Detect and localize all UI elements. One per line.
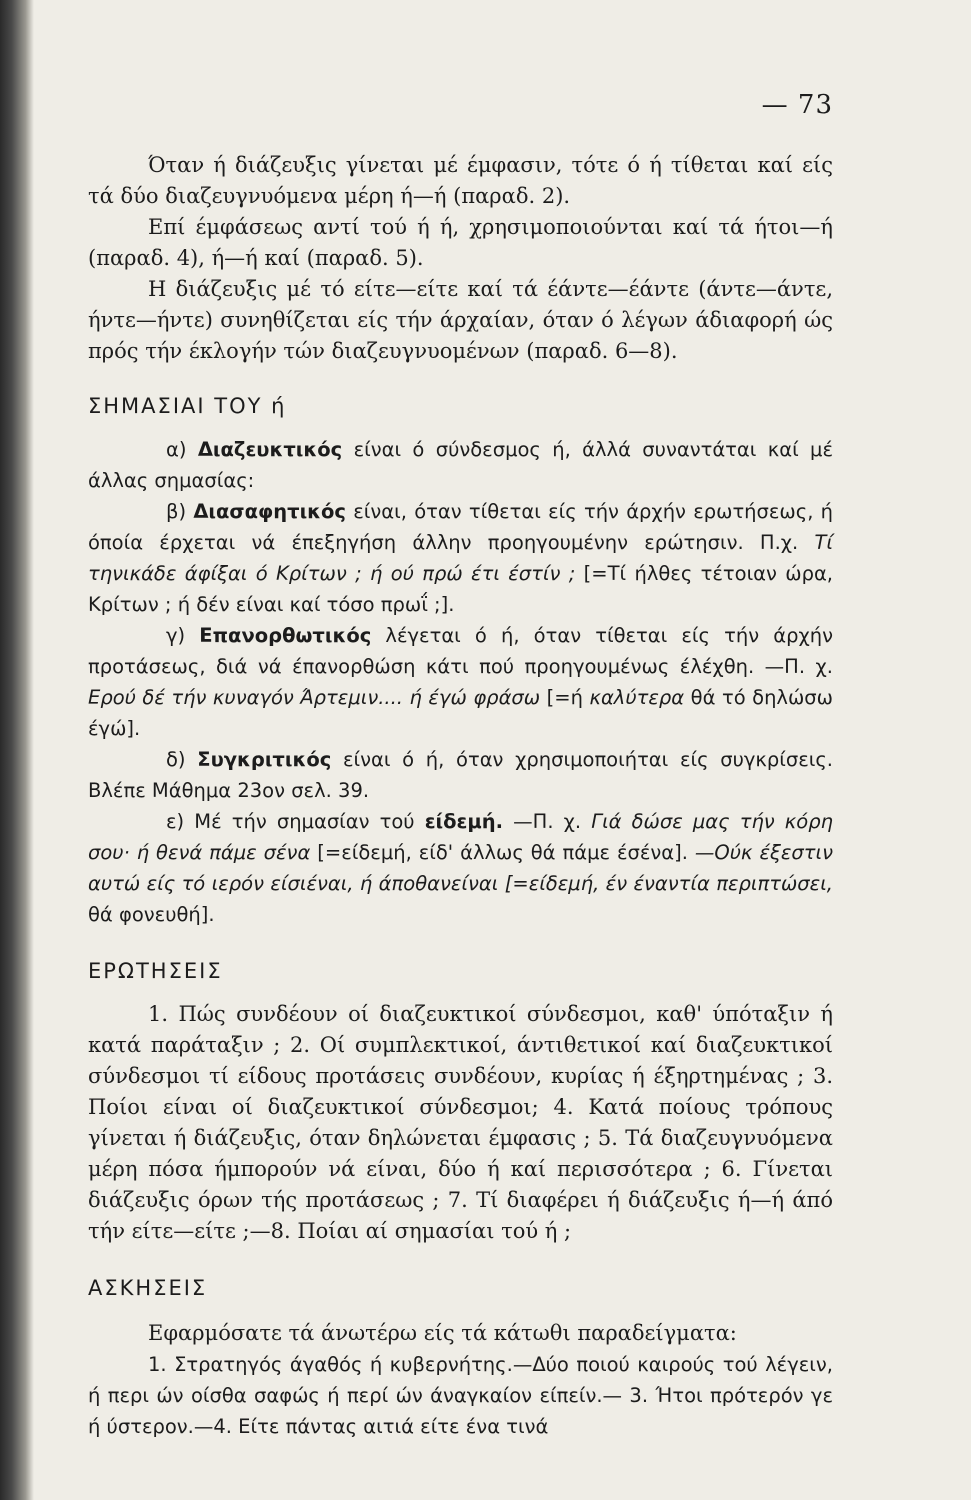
- meaning-b-text: είναι, όταν τίθεται είς τήν άρχήν ερωτήσεως, ή όποία έρχεται νά έπεξηγήση άλλην προηγουμένην ερώτησιν. Π.χ.: [88, 500, 834, 554]
- meaning-c: [88, 620, 833, 744]
- paragraph-emphasis: Όταν ή διάζευξις γίνεται μέ έμφασιν, τότε ό ή τίθεται καί είς τά δύο διαζευγνυόμενα μέρη ή—ή (παραδ. 2).: [88, 153, 833, 208]
- meaning-d-label: δ): [166, 748, 186, 771]
- heading-meanings: ΣΗΜΑΣΙΑΙ ΤΟΥ ή: [88, 394, 287, 418]
- meaning-d: [88, 744, 833, 806]
- meaning-c-example: Ερού δέ τήν κυναγόν Άρτεμιν.... ή έγώ φράσω: [88, 686, 541, 709]
- meaning-b-example: Τί τηνικάδε άφίξαι ό Κρίτων ; ή ού πρώ έτι έστίν ;: [88, 531, 833, 585]
- meaning-c-translation-c: θά τό δηλώσω έγώ].: [88, 686, 833, 740]
- meaning-c-text: λέγεται ό ή, όταν τίθεται είς τήν άρχήν προτάσεως, διά νά έπανορθώση κάτι πού προηγουμένως έλέχθη. —Π. χ.: [88, 624, 833, 678]
- meaning-e-translation2-end: θά φονευθή].: [88, 903, 215, 926]
- paragraph-emphasis-alt: Επί έμφάσεως αντί τού ή ή, χρησιμοποιούνται καί τά ήτοι—ή (παραδ. 4), ή—ή καί (παραδ. 5).: [88, 215, 833, 270]
- meaning-a: [88, 434, 833, 496]
- meaning-c-translation-b: καλύτερα: [589, 686, 685, 709]
- page-body: [88, 150, 833, 1442]
- page-number: — 73: [761, 90, 833, 120]
- exercises-text: 1. Στρατηγός άγαθός ή κυβερνήτης.—Δύο ποιού καιρούς τού λέγειν, ή περι ών οίσθα σαφώς ή περί ών άναγκαίον είπείν.— 3. Ήτοι πρότερόν γε ή ύστερον.—4. Είτε πάντας αιτιά είτε ένα τινά: [88, 1353, 833, 1438]
- meaning-e-example2: —Ούκ έξεστιν αυτώ είς τό ιερόν είσιέναι, ή άποθανείναι: [88, 841, 834, 895]
- meaning-e-example1: Γιά δώσε μας τήν κόρη σου· ή θενά πάμε σένα: [88, 810, 833, 864]
- meaning-a-label: α): [166, 438, 187, 461]
- meaning-c-translation-a: [=ή: [546, 686, 583, 709]
- meaning-e-translation2: [=είδεμή, έν έναντία περιπτώσει,: [504, 872, 833, 895]
- meaning-e-label: ε): [166, 810, 185, 833]
- meaning-b-term: Διασαφητικός: [193, 500, 346, 523]
- meaning-e-text2: —Π. χ.: [513, 810, 582, 833]
- meaning-e-term: είδεμή.: [424, 810, 504, 833]
- meaning-e-translation1: [=είδεμή, είδ' άλλως θά πάμε έσένα].: [317, 841, 688, 864]
- meaning-b-translation: [=Τί ήλθες τέτοιαν ώρα, Κρίτων ; ή δέν είναι καί τόσο πρωΐ ;].: [88, 562, 834, 616]
- heading-questions: ΕΡΩΤΗΣΕΙΣ: [88, 959, 223, 983]
- binding-shadow: [0, 0, 34, 1500]
- heading-exercises: ΑΣΚΗΣΕΙΣ: [88, 1276, 208, 1300]
- meaning-b-label: β): [166, 500, 187, 523]
- meaning-a-text: είναι ό σύνδεσμος ή, άλλά συναντάται καί μέ άλλας σημασίας:: [88, 438, 833, 492]
- meaning-b: [88, 496, 833, 620]
- paragraph-eite: Η διάζευξις μέ τό είτε—είτε καί τά έάντε—έάντε (άντε—άντε, ήντε—ήντε) συνηθίζεται είς τήν άρχαίαν, όταν ό λέγων άδιαφορή ώς πρός τήν έκλογήν τών διαζευγνυομένων (παραδ. 6—8).: [88, 277, 833, 363]
- questions-paragraph: 1. Πώς συνδέουν οί διαζευκτικοί σύνδεσμοι, καθ' ύπόταξιν ή κατά παράταξιν ; 2. Οί συμπλεκτικοί, άντιθετικοί καί διαζευκτικοί σύνδεσμοι τί είδους προτάσεις συνδέουν, κυρίας ή έξηρτημένας ; 3. Ποίοι είναι οί διαζευκτικοί σύνδεσμοι; 4. Κατά ποίους τρόπους γίνεται ή διάζευξις, όταν δηλώνεται έμφασις ; 5. Τά διαζευγνυόμενα μέρη πόσα ήμπορούν νά είναι, δύο ή καί περισσότερα ; 6. Γίνεται διάζευξις όρων τής προτάσεως ; 7. Τί διαφέρει ή διάζευξις ή—ή άπό τήν είτε—είτε ;—8. Ποίαι αί σημασίαι τού ή ;: [88, 1002, 833, 1243]
- meaning-d-text: είναι ό ή, όταν χρησιμοποιήται είς συγκρίσεις. Βλέπε Μάθημα 23ον σελ. 39.: [88, 748, 834, 802]
- meaning-c-label: γ): [166, 624, 186, 647]
- meaning-e: [88, 806, 833, 930]
- exercises-intro: Εφαρμόσατε τά άνωτέρω είς τά κάτωθι παραδείγματα:: [148, 1321, 737, 1345]
- meaning-c-term: Επανορθωτικός: [199, 624, 372, 647]
- meaning-d-term: Συγκριτικός: [197, 748, 332, 771]
- meaning-a-term: Διαζευκτικός: [197, 438, 343, 461]
- meaning-e-text: Μέ τήν σημασίαν τού: [194, 810, 415, 833]
